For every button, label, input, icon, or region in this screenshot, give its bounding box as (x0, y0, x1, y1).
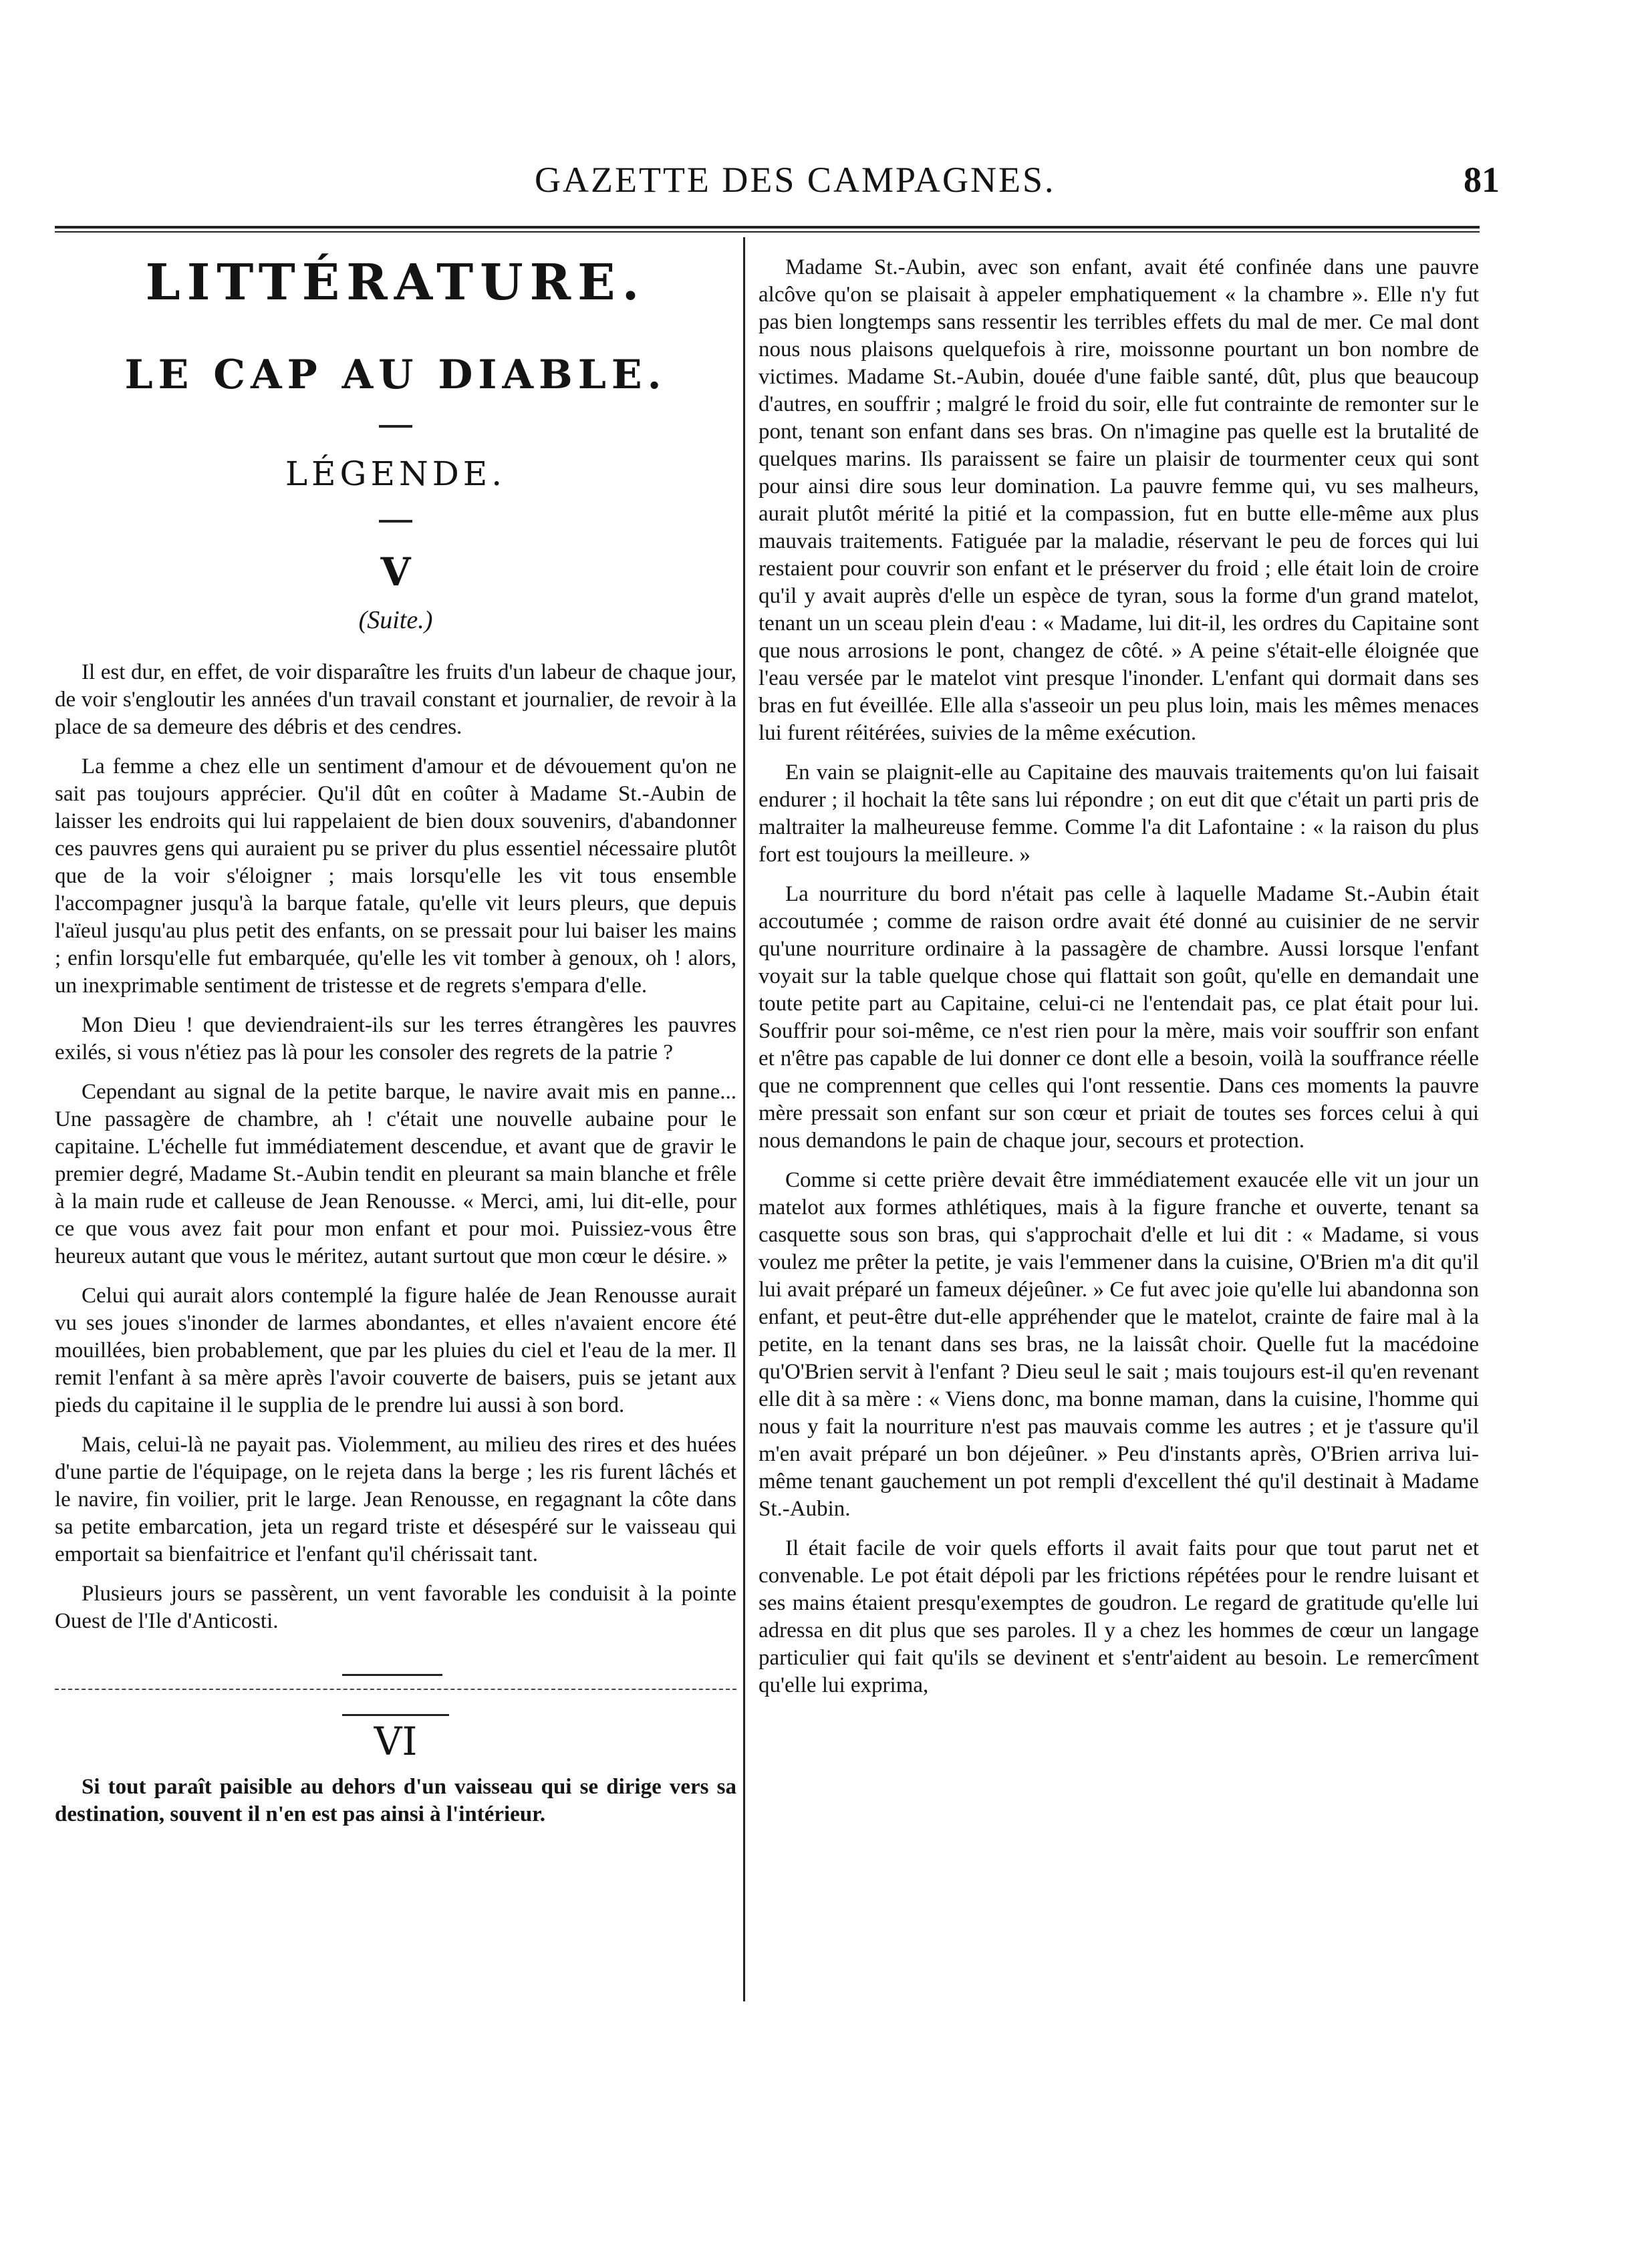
story-title: LE CAP AU DIABLE. (124, 351, 667, 398)
column-rule (743, 237, 745, 2001)
paragraph: Il est dur, en effet, de voir disparaître les fruits d'un labeur de chaque jour, de voir s'engloutir les années d'un travail constant et journalier, de revoir à la place de sa demeure des débris et des cendres. (55, 660, 736, 739)
paragraph: Plusieurs jours se passèrent, un vent favorable les conduisit à la pointe Ouest de l'Ile d'Anticosti. (55, 1582, 736, 1633)
paragraph: Comme si cette prière devait être immédiatement exaucée elle vit un jour un matelot aux formes athlétiques, mais à la figure franche et ouverte, tenant sa casquette sous son bras, qui s'approchait d'elle et lui dit : « Madame, si vous voulez me prêter la petite, je vais l'emmener dans la cuisine, O'Brien m'a dit qu'il lui avait préparé un fameux déjeûner. » Ce fut avec joie qu'elle lui abandonna son enfant, et peut-être dut-elle appréhender que le matelot, crainte de faire mal à la petite, en la tenant dans ses bras, ne la laissât choir. Quelle fut la macédoine qu'O'Brien servit à l'enfant ? Dieu seul le sait ; mais toujours est-il qu'en revenant elle dit à sa mère : « Viens donc, ma bonne maman, dans la cuisine, l'homme qui nous y fait la nourriture n'est pas mauvais comme les autres ; et je t'assure qu'il m'en avait préparé un bon déjeûner. » Peu d'instants après, O'Brien arriva lui-même tenant gauchement un pot rempli d'excellent thé qu'il destinait à Madame St.-Aubin. (759, 1168, 1479, 1521)
running-head (0, 159, 1646, 206)
right-column (759, 254, 1479, 1711)
title-dash (379, 425, 412, 428)
subtitle-dash (379, 520, 412, 523)
paragraph: Celui qui aurait alors contemplé la figure halée de Jean Renousse aurait vu ses joues s'inonder de larmes abondantes, et elles n'avaient encore été mouillées, bien probablement, que par les pluies du ciel et l'eau de la mer. Il remit l'enfant à sa mère après l'avoir couverte de baisers, puis se jetant aux pieds du capitaine il le supplia de le prendre lui aussi à son bord. (55, 1284, 736, 1417)
chapter-number: V (380, 549, 411, 595)
header-rule (55, 226, 1480, 233)
section-title: LITTÉRATURE. (145, 254, 646, 311)
paragraph: En vain se plaignit-elle au Capitaine des mauvais traitements qu'on lui faisait endurer ; il hochait la tête sans lui répondre ; on eut dit que c'était un parti pris de maltraiter la malheureuse femme. Comme l'a dit Lafontaine : « la raison du plus fort est toujours la meilleure. » (759, 760, 1479, 867)
paragraph: Mais, celui-là ne payait pas. Violemment, au milieu des rires et des huées d'une partie de l'équipage, on le rejeta dans la berge ; les ris furent lâchés et le navire, fin voilier, prit le large. Jean Renousse, en regagnant la côte dans sa petite embarcation, jeta un regard triste et désespéré sur le vaisseau qui emportait sa bienfaitrice et l'enfant qu'il chérissait tant. (55, 1433, 736, 1566)
paragraph: Il était facile de voir quels efforts il avait faits pour que tout parut net et convenable. Le pot était dépoli par les frictions répétées pour le rendre luisant et ses mains étaient presqu'exemptes de goudron. Le regard de gratitude qu'elle lui adressa en dit plus que ses paroles. Il y a chez les hommes de cœur un langage particulier qui fait qu'ils se devinent et s'entr'aident au besoin. Le remercîment qu'elle lui exprima, (759, 1536, 1479, 1697)
chapter-separator (55, 1674, 736, 1694)
story-subtitle: LÉGENDE. (285, 454, 507, 493)
chapter-suite: (Suite.) (358, 606, 433, 634)
gazette-title: GAZETTE DES CAMPAGNES. (535, 160, 1056, 200)
page-number: 81 (1464, 160, 1500, 200)
paragraph: La nourriture du bord n'était pas celle à laquelle Madame St.-Aubin était accoutumée ; comme de raison ordre avait été donné au cuisinier de ne servir qu'une nourriture ordinaire à la passagère de chambre. Aussi lorsque l'enfant voyait sur la table quelque chose qui flattait son goût, qu'elle en demandait une toute petite part au Capitaine, celui-ci ne l'entendait pas, ce plat était pour lui. Souffrir pour soi-même, ce n'est rien pour la mère, mais voir souffrir son enfant et n'être pas capable de lui donner ce dont elle a besoin, voilà la souffrance réelle que ne comprennent que celles qui l'ont ressentie. Dans ces moments la pauvre mère pressait son enfant sur son cœur et priait de toutes ses forces celui à qui nous demandons le pain de chaque jour, secours et protection. (759, 882, 1479, 1153)
paragraph: Mon Dieu ! que deviendraient-ils sur les terres étrangères les pauvres exilés, si vous n'étiez pas là pour les consoler des regrets de la patrie ? (55, 1013, 736, 1065)
paragraph: Si tout paraît paisible au dehors d'un vaisseau qui se dirige vers sa destination, souvent il n'en est pas ainsi à l'intérieur. (55, 1775, 736, 1826)
chapter-number-vi: VI (342, 1714, 449, 1764)
left-column (55, 254, 736, 1840)
paragraph: Madame St.-Aubin, avec son enfant, avait été confinée dans une pauvre alcôve qu'on se plaisait à appeler emphatiquement « la chambre ». Elle n'y fut pas bien longtemps sans ressentir les terribles effets du mal de mer. Ce mal dont nous nous plaisons quelquefois à rire, moissonne pourtant un bon nombre de victimes. Madame St.-Aubin, douée d'une faible santé, dût, plus que beaucoup d'autres, en souffrir ; malgré le froid du soir, elle fut contrainte de remonter sur le pont, tenant son enfant dans ses bras. On n'imagine pas quelle est la brutalité de quelques marins. Ils paraissent se faire un plaisir de tourmenter ceux qui sont pour ainsi dire sous leur domination. La pauvre femme qui, vu ses malheurs, aurait plutôt mérité la pitié et la compassion, fut en butte elle-même aux plus mauvais traitements. Fatiguée par la maladie, réservant le peu de forces qui lui restaient pour couvrir son enfant et le préserver du froid ; elle était loin de croire qu'il y avait auprès d'elle un espèce de tyran, sous la forme d'un grand matelot, tenant un un sceau plein d'eau : « Madame, lui dit-il, les ordres du Capitaine sont que nous arrosions le pont, changez de côté. » A peine s'était-elle éloignée que l'eau versée par le matelot vint presque l'inonder. L'enfant qui dormait dans ses bras en fut éveillée. Elle alla s'asseoir un peu plus loin, mais les mêmes menaces lui furent réitérées, suivies de la même exécution. (759, 255, 1479, 745)
paragraph: La femme a chez elle un sentiment d'amour et de dévouement qu'on ne sait pas toujours apprécier. Qu'il dût en coûter à Madame St.-Aubin de laisser les endroits qui lui rappelaient de bien doux souvenirs, d'abandonner ces pauvres gens qui auraient pu se priver du plus essentiel nécessaire plutôt que de la voir s'éloigner ; mais lorsqu'elle les vit tous ensemble l'accompagner jusqu'à la barque fatale, qu'elle vit leurs pleurs, que depuis l'aïeul jusqu'au plus petit des enfants, on se pressait pour lui baiser les mains ; enfin lorsqu'elle fut embarquée, qu'elle les vit tomber à genoux, oh ! alors, un inexprimable sentiment de tristesse et de regrets s'empara d'elle. (55, 754, 736, 998)
paragraph: Cependant au signal de la petite barque, le navire avait mis en panne... Une passagère de chambre, ah ! c'était une nouvelle aubaine pour le capitaine. L'échelle fut immédiatement descendue, et avant que de gravir le premier degré, Madame St.-Aubin tendit en pleurant sa main blanche et frêle à la main rude et calleuse de Jean Renousse. « Merci, ami, lui dit-elle, pour ce que vous avez fait pour mon enfant et pour moi. Puissiez-vous être heureux autant que vous le méritez, autant surtout que mon cœur le désire. » (55, 1080, 736, 1268)
